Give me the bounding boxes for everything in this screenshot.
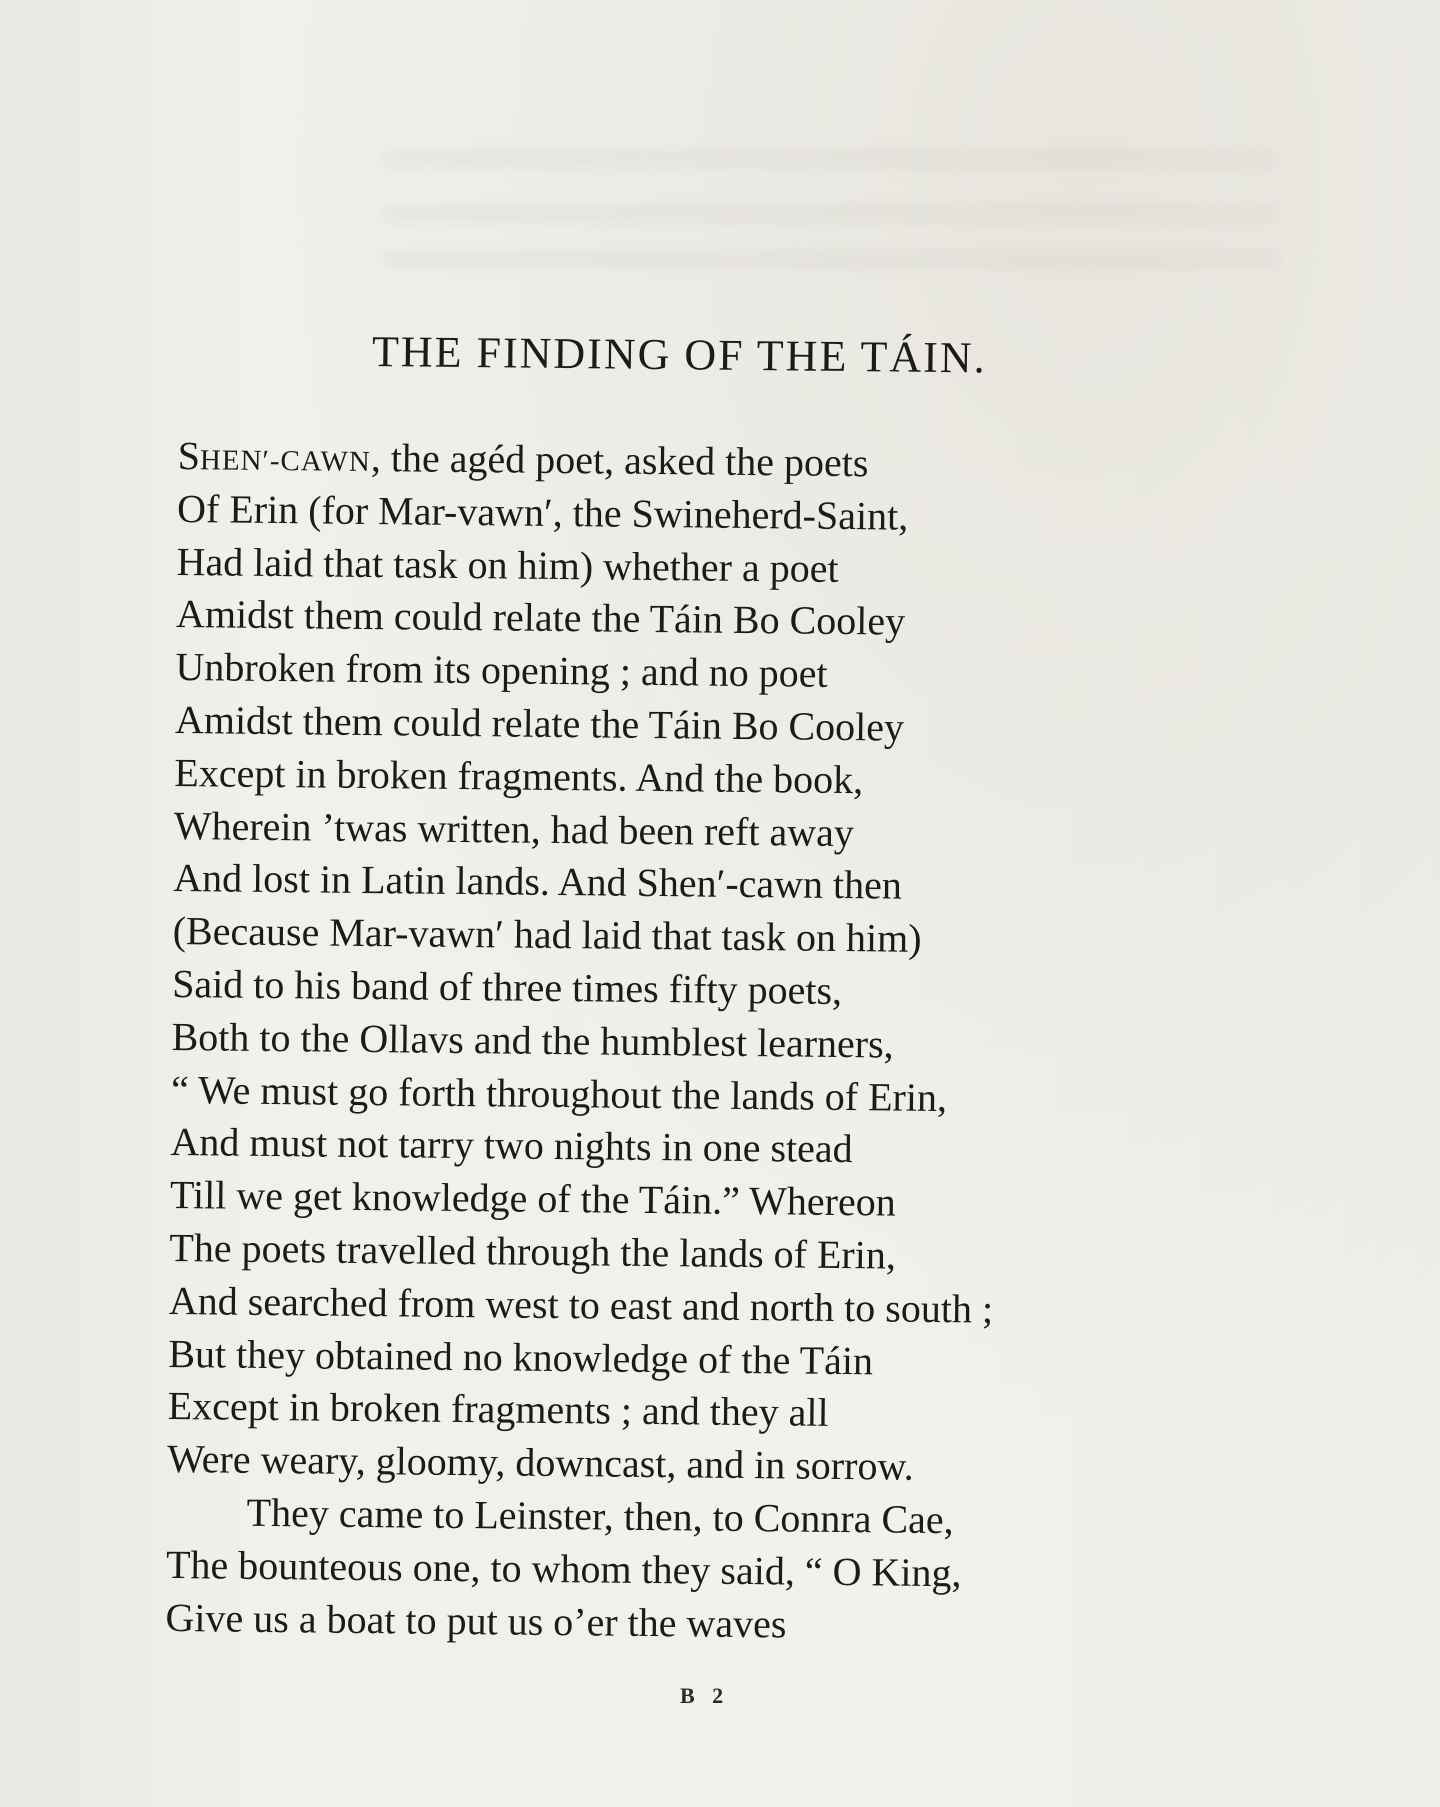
poem-line: Till we get knowledge of the Táin.” Whereon [169, 1172, 896, 1225]
poem-line: Were weary, gloomy, downcast, and in sorrow. [166, 1436, 914, 1489]
poem-line: But they obtained no knowledge of the Táin [168, 1330, 874, 1383]
poem-line: Unbroken from its opening ; and no poet [175, 644, 828, 697]
stanza-2-line: Give us a boat to put us o’er the waves [165, 1594, 787, 1646]
stanza-2-line: They came to Leinster, then, to Connra Cae, [246, 1489, 954, 1543]
poem-line: Of Erin (for Mar-vawn′, the Swineherd-Saint, [176, 485, 909, 539]
first-line-text: , the agéd poet, asked the poets [370, 435, 869, 486]
show-through-text [380, 205, 1280, 223]
small-caps-name: HEN′-CAWN [199, 444, 371, 479]
poem-line: Amidst them could relate the Táin Bo Cooley [174, 696, 905, 750]
poem-line: Except in broken fragments. And the book, [174, 749, 864, 802]
show-through-text [380, 250, 1280, 268]
show-through-text [380, 150, 1280, 168]
poem-line: (Because Mar-vawn′ had laid that task on him) [172, 908, 922, 961]
poem-line: And searched from west to east and north to south ; [168, 1277, 994, 1332]
stanza-2-line: The bounteous one, to whom they said, “ O King, [165, 1541, 962, 1596]
poem-line: Both to the Ollavs and the humblest learners, [171, 1013, 894, 1067]
poem-body [165, 430, 1378, 1657]
poem-line: “ We must go forth throughout the lands of Erin, [170, 1066, 948, 1120]
poem-line: And must not tarry two nights in one stead [170, 1119, 853, 1172]
poem-line: The poets travelled through the lands of Erin, [169, 1224, 897, 1278]
poem-line: Amidst them could relate the Táin Bo Cooley [175, 591, 906, 645]
poem-line: Wherein ’twas written, had been reft away [173, 802, 855, 855]
page-title: THE FINDING OF THE TÁIN. [371, 327, 987, 383]
poem-line: Said to his band of three times fifty poets, [171, 960, 843, 1013]
page-signature: B 2 [680, 1683, 730, 1708]
poem-line: Except in broken fragments ; and they all [167, 1383, 829, 1436]
poem-line: Had laid that task on him) whether a poet [176, 538, 839, 591]
poem-line: And lost in Latin lands. And Shen′-cawn then [173, 855, 903, 908]
initial-capital: S [177, 432, 201, 479]
